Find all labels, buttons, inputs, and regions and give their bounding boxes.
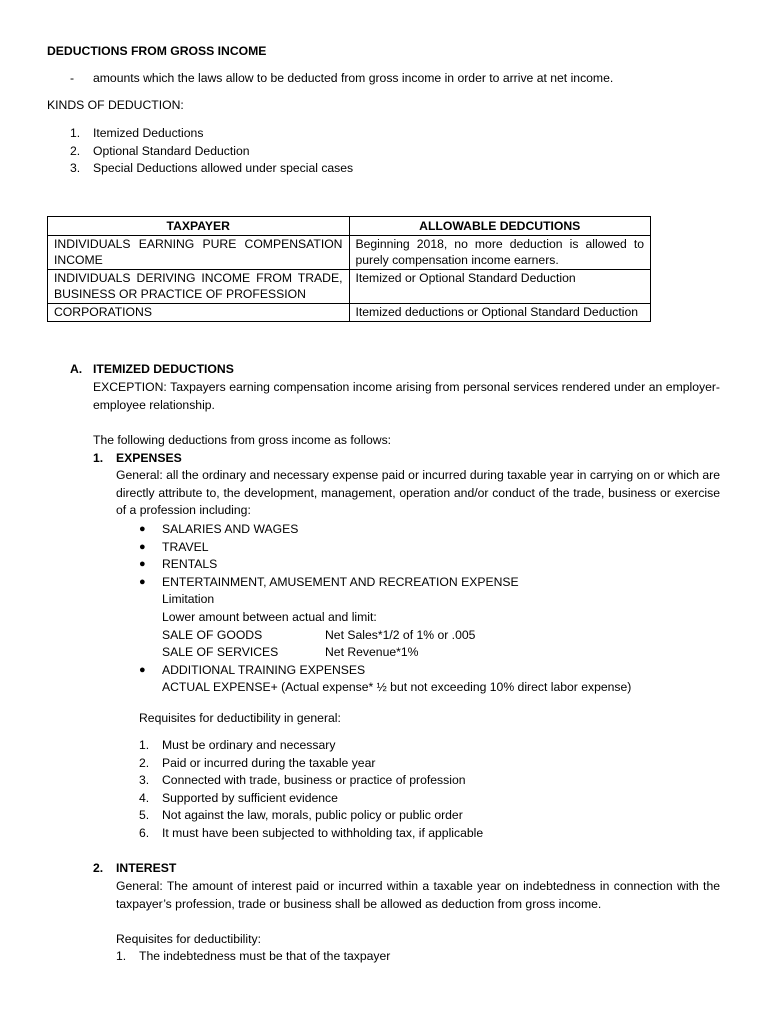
table-cell: CORPORATIONS [48,303,350,321]
interest-general: General: The amount of interest paid or incurred within a taxable year on indebtedness in connection with the taxpayer’s profession, trade or business shall be allowed as deduction from gross income. [116,879,720,911]
list-item: ● TRAVEL [139,539,699,557]
sale-services-label: SALE OF SERVICES [162,645,279,660]
list-item: 6. It must have been subjected to withholding tax, if applicable [139,825,484,840]
expenses-heading [93,450,182,468]
kinds-heading: KINDS OF DEDUCTION: [47,98,184,112]
list-item: ● SALARIES AND WAGES [139,521,699,539]
list-item: ● RENTALS [139,556,699,574]
requisites-list [139,737,699,843]
limitation-label: Limitation [162,592,215,607]
bullet-icon: ● [139,523,146,535]
taxpayer-header: TAXPAYER [48,217,350,236]
list-item: 3. Special Deductions allowed under special cases [70,161,354,176]
bullet-icon: ● [139,540,146,553]
interest-num: 2. [93,861,104,875]
lower-amount-text: Lower amount between actual and limit: [162,609,377,624]
table-cell: Beginning 2018, no more deduction is allowed to purely compensation income earners. [349,235,651,269]
list-item: 1. The indebtedness must be that of the taxpayer [116,949,391,963]
interest-requisites-heading: Requisites for deductibility: [116,932,261,946]
section-letter: A. [70,362,83,376]
exception-text: EXCEPTION: Taxpayers earning compensation income arising from personal services rendered under an employer-employee relationship. [93,380,720,412]
intro-text: The following deductions from gross income as follows: [93,433,392,447]
table-cell: INDIVIDUALS EARNING PURE COMPENSATION INCOME [48,235,350,269]
list-item: 2. Paid or incurred during the taxable year [139,755,376,770]
bullet-icon: ● [139,663,146,676]
sale-goods-row [162,627,699,645]
interest-heading [93,860,177,878]
expenses-title: EXPENSES [116,451,182,465]
list-item: ● ENTERTAINMENT, AMUSEMENT AND RECREATION EXPENSE [139,574,699,592]
section-title: ITEMIZED DEDUCTIONS [93,362,234,376]
sale-goods-label: SALE OF GOODS [162,627,263,642]
requisites-heading: Requisites for deductibility in general: [139,711,341,725]
expenses-general: General: all the ordinary and necessary expense paid or incurred during taxable year in carrying on or which are directly attribute to, the development, management, operation and/or conduct of the trade, business or exercise of a profession including: [116,468,720,518]
list-item: ● ADDITIONAL TRAINING EXPENSES [139,662,699,680]
dash-marker: - [70,71,75,85]
list-item: 2. Optional Standard Deduction [70,143,250,158]
table-row [48,269,651,303]
allowable-header: ALLOWABLE DEDCUTIONS [349,217,651,236]
bullet-icon: ● [139,558,146,571]
list-item: 5. Not against the law, morals, public policy or public order [139,808,463,823]
table-row [48,235,651,269]
section-a-heading [70,361,234,379]
definition-text: amounts which the laws allow to be deducted from gross income in order to arrive at net income. [93,71,614,85]
page-title: DEDUCTIONS FROM GROSS INCOME [47,44,267,58]
list-item: 3. Connected with trade, business or practice of profession [139,773,466,788]
list-item: 1. Must be ordinary and necessary [139,738,336,752]
list-item: 1. Itemized Deductions [70,126,204,140]
interest-requisites-list [116,948,696,966]
definition [70,70,710,88]
table-row [48,303,651,321]
sale-services-value: Net Revenue*1% [325,645,419,660]
table-cell: Itemized deductions or Optional Standard Deduction [349,303,651,321]
interest-title: INTEREST [116,861,177,875]
bullet-icon: ● [139,575,146,588]
expense-bullets [139,521,699,697]
sale-goods-value: Net Sales*1/2 of 1% or .005 [325,627,476,642]
table-cell: INDIVIDUALS DERIVING INCOME FROM TRADE, BUSINESS OR PRACTICE OF PROFESSION [48,269,350,303]
expenses-num: 1. [93,451,104,465]
training-formula: ACTUAL EXPENSE+ (Actual expense* ½ but not exceeding 10% direct labor expense) [162,680,632,695]
sale-services-row [162,644,699,662]
deductions-table [47,216,651,322]
table-cell: Itemized or Optional Standard Deduction [349,269,651,303]
list-item: 4. Supported by sufficient evidence [139,790,338,805]
table-header-row [48,217,651,236]
kinds-list [70,125,570,178]
